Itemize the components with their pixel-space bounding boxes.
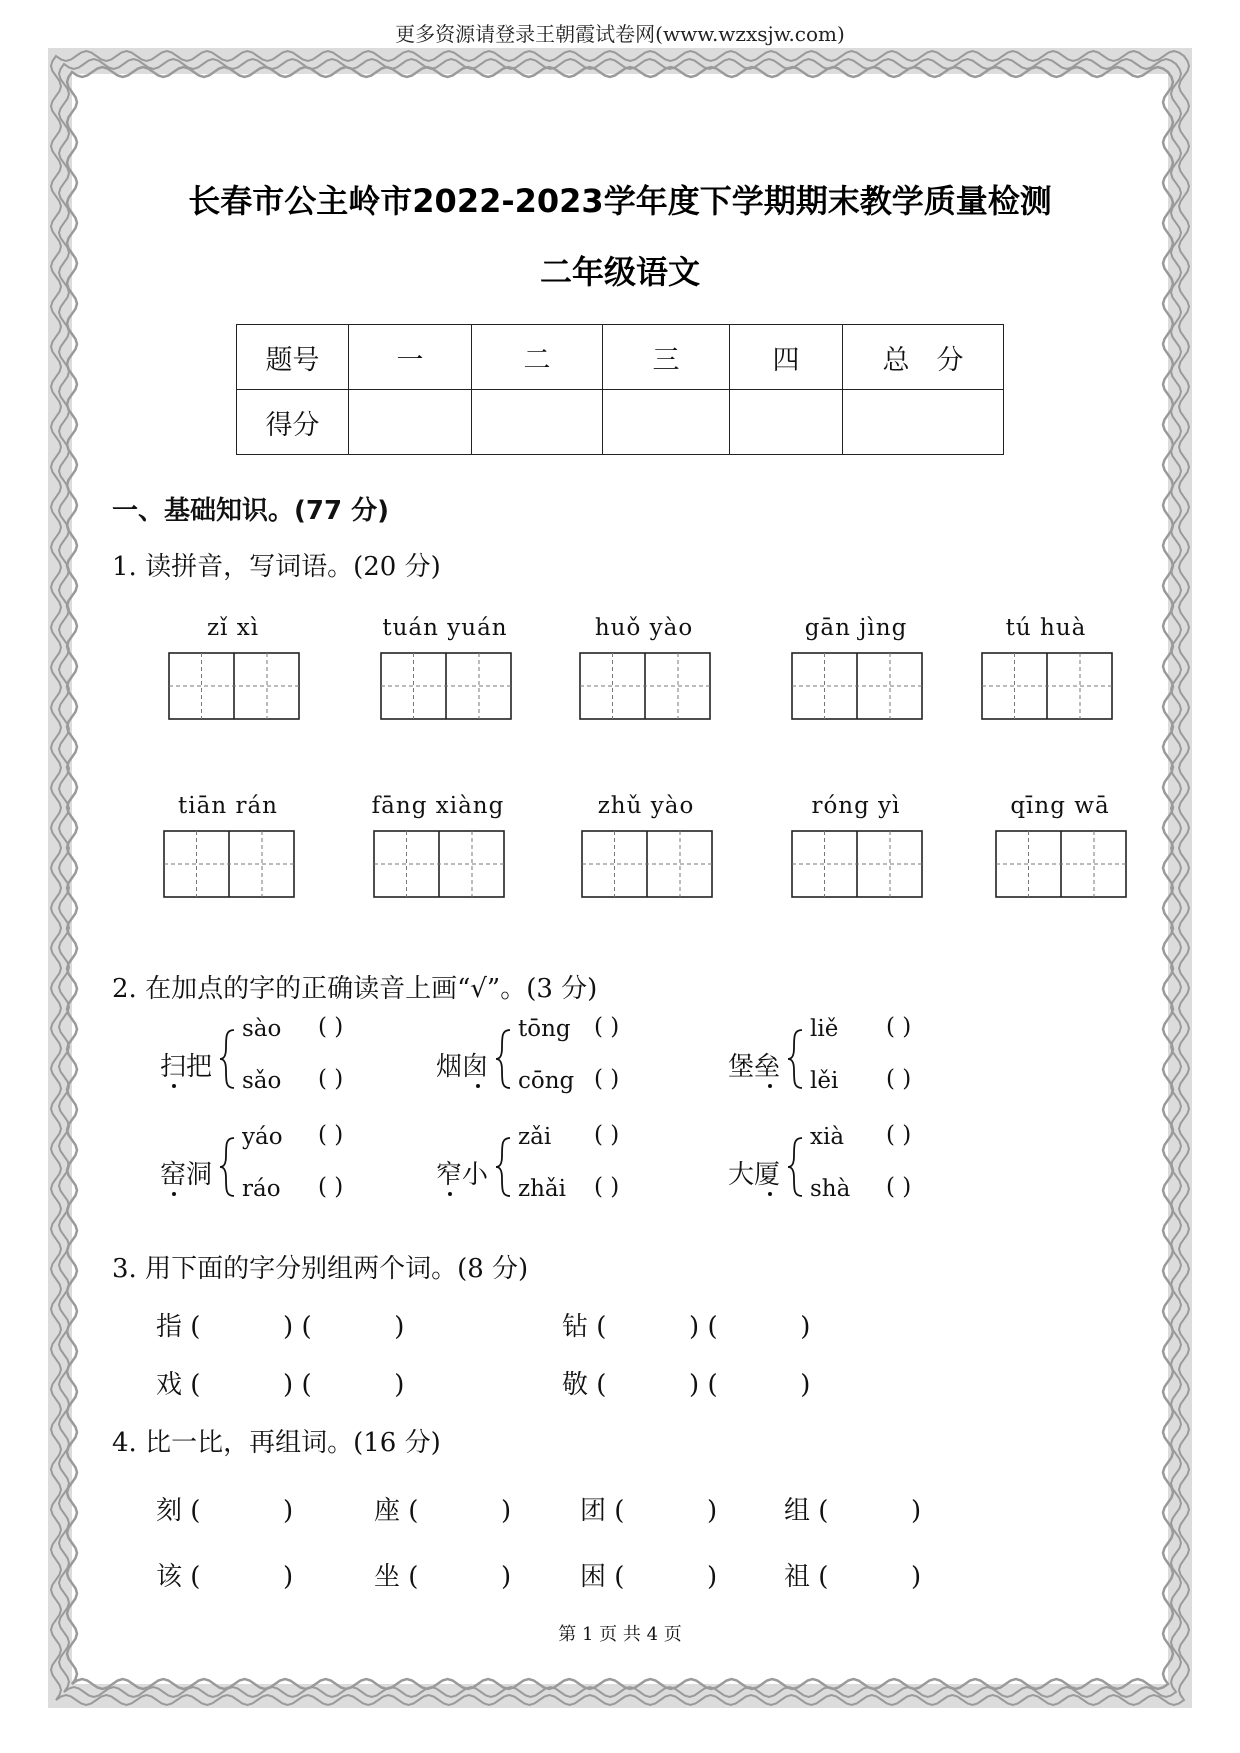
table-cell: 题号 <box>237 325 349 390</box>
word-group-item[interactable]: 敬 ( ) ( ) <box>562 1370 811 1400</box>
answer-blank[interactable]: ( ) <box>594 1014 620 1040</box>
question-3-title: 3. 用下面的字分别组两个词。(8 分) <box>112 1254 529 1284</box>
pinyin-option: yáo <box>242 1124 283 1150</box>
pinyin-option: ráo <box>242 1176 281 1202</box>
table-row <box>237 390 1004 455</box>
score-input-cell[interactable] <box>843 390 1004 455</box>
writing-grid[interactable] <box>791 652 923 720</box>
writing-grid[interactable] <box>373 830 505 898</box>
pinyin-option: liě <box>810 1016 839 1042</box>
pinyin-label: zǐ xì <box>206 615 260 641</box>
emphasis-dot <box>172 1084 176 1088</box>
pinyin-label: tiān rán <box>178 793 278 819</box>
pronunciation-item <box>436 1014 676 1104</box>
score-input-cell[interactable] <box>730 390 843 455</box>
pinyin-label: tuán yuán <box>382 615 508 641</box>
answer-blank[interactable]: ( ) <box>886 1014 912 1040</box>
writing-grid[interactable] <box>995 830 1127 898</box>
writing-grid[interactable] <box>380 652 512 720</box>
emphasis-dot <box>768 1084 772 1088</box>
pronunciation-item <box>728 1014 968 1104</box>
brace-icon <box>494 1136 514 1198</box>
writing-grid[interactable] <box>581 830 713 898</box>
compare-item[interactable]: 祖 ( ) <box>784 1562 922 1592</box>
dotted-word: 窑洞 <box>160 1160 213 1190</box>
header-note: 更多资源请登录王朝霞试卷网(www.wzxsjw.com) <box>395 22 845 46</box>
answer-blank[interactable]: ( ) <box>886 1066 912 1092</box>
question-2-title: 2. 在加点的字的正确读音上画“√”。(3 分) <box>112 974 598 1004</box>
table-cell: 二 <box>472 325 603 390</box>
brace-icon <box>218 1028 238 1090</box>
emphasis-dot <box>172 1192 176 1196</box>
question-4-title: 4. 比一比，再组词。(16 分) <box>112 1428 441 1458</box>
pinyin-option: cōng <box>518 1068 575 1094</box>
writing-grid[interactable] <box>981 652 1113 720</box>
compare-item[interactable]: 团 ( ) <box>580 1496 718 1526</box>
exam-subtitle: 二年级语文 <box>539 253 700 291</box>
pinyin-option: tōng <box>518 1016 571 1042</box>
answer-blank[interactable]: ( ) <box>318 1014 344 1040</box>
score-input-cell[interactable] <box>472 390 603 455</box>
emphasis-dot <box>768 1192 772 1196</box>
compare-item[interactable]: 刻 ( ) <box>156 1496 294 1526</box>
dotted-word: 烟囱 <box>436 1052 489 1082</box>
compare-item[interactable]: 座 ( ) <box>374 1496 512 1526</box>
pinyin-option: sào <box>242 1016 282 1042</box>
pinyin-option: zhǎi <box>518 1176 566 1202</box>
emphasis-dot <box>476 1084 480 1088</box>
pinyin-label: tú huà <box>1005 615 1087 641</box>
dotted-word: 窄小 <box>436 1160 489 1190</box>
compare-item[interactable]: 坐 ( ) <box>374 1562 512 1592</box>
table-cell: 四 <box>730 325 843 390</box>
dotted-word: 扫把 <box>160 1052 213 1082</box>
answer-blank[interactable]: ( ) <box>318 1122 344 1148</box>
pinyin-option: sǎo <box>242 1068 282 1094</box>
pronunciation-item <box>436 1122 676 1212</box>
pronunciation-item <box>160 1122 400 1212</box>
answer-blank[interactable]: ( ) <box>594 1122 620 1148</box>
pinyin-label: huǒ yào <box>594 615 694 641</box>
pinyin-item <box>776 790 936 900</box>
page-footer: 第 1 页 共 4 页 <box>558 1624 682 1645</box>
pinyin-option: lěi <box>810 1068 839 1094</box>
table-row <box>237 325 1004 390</box>
pinyin-option: shà <box>810 1176 851 1202</box>
compare-item[interactable]: 该 ( ) <box>156 1562 294 1592</box>
table-cell: 三 <box>603 325 730 390</box>
pinyin-option: xià <box>810 1124 845 1150</box>
writing-grid[interactable] <box>168 652 300 720</box>
pinyin-item <box>566 790 726 900</box>
emphasis-dot <box>448 1192 452 1196</box>
answer-blank[interactable]: ( ) <box>594 1066 620 1092</box>
pinyin-label: fāng xiàng <box>371 793 505 819</box>
score-input-cell[interactable] <box>349 390 472 455</box>
dotted-word: 大厦 <box>728 1160 781 1190</box>
answer-blank[interactable]: ( ) <box>886 1122 912 1148</box>
writing-grid[interactable] <box>791 830 923 898</box>
pinyin-item <box>776 612 936 722</box>
dotted-word: 堡垒 <box>728 1052 781 1082</box>
brace-icon <box>218 1136 238 1198</box>
pinyin-item <box>564 612 724 722</box>
brace-icon <box>786 1136 806 1198</box>
pinyin-option: zǎi <box>518 1124 552 1150</box>
pinyin-item <box>148 790 308 900</box>
question-1-title: 1. 读拼音，写词语。(20 分) <box>112 552 441 582</box>
pronunciation-item <box>728 1122 968 1212</box>
table-cell: 得分 <box>237 390 349 455</box>
exam-title: 长春市公主岭市2022-2023学年度下学期期末教学质量检测 <box>188 182 1052 220</box>
answer-blank[interactable]: ( ) <box>318 1174 344 1200</box>
answer-blank[interactable]: ( ) <box>318 1066 344 1092</box>
section-heading: 一、基础知识。(77 分) <box>112 496 389 526</box>
brace-icon <box>786 1028 806 1090</box>
score-table <box>236 324 1004 455</box>
pinyin-label: qīng wā <box>1010 793 1110 819</box>
table-cell: 一 <box>349 325 472 390</box>
word-group-item[interactable]: 戏 ( ) ( ) <box>156 1370 405 1400</box>
word-group-item[interactable]: 钻 ( ) ( ) <box>562 1312 811 1342</box>
pronunciation-item <box>160 1014 400 1104</box>
pinyin-item <box>153 612 313 722</box>
table-cell: 总 分 <box>843 325 1004 390</box>
compare-item[interactable]: 困 ( ) <box>580 1562 718 1592</box>
brace-icon <box>494 1028 514 1090</box>
compare-item[interactable]: 组 ( ) <box>784 1496 922 1526</box>
score-input-cell[interactable] <box>603 390 730 455</box>
pinyin-item <box>365 612 525 722</box>
pinyin-label: gān jìng <box>804 615 908 641</box>
writing-grid[interactable] <box>579 652 711 720</box>
answer-blank[interactable]: ( ) <box>594 1174 620 1200</box>
pinyin-label: zhǔ yào <box>597 793 695 819</box>
word-group-item[interactable]: 指 ( ) ( ) <box>156 1312 405 1342</box>
pinyin-item <box>358 790 518 900</box>
answer-blank[interactable]: ( ) <box>886 1174 912 1200</box>
writing-grid[interactable] <box>163 830 295 898</box>
pinyin-label: róng yì <box>811 793 901 819</box>
pinyin-item <box>980 790 1140 900</box>
pinyin-item <box>966 612 1126 722</box>
